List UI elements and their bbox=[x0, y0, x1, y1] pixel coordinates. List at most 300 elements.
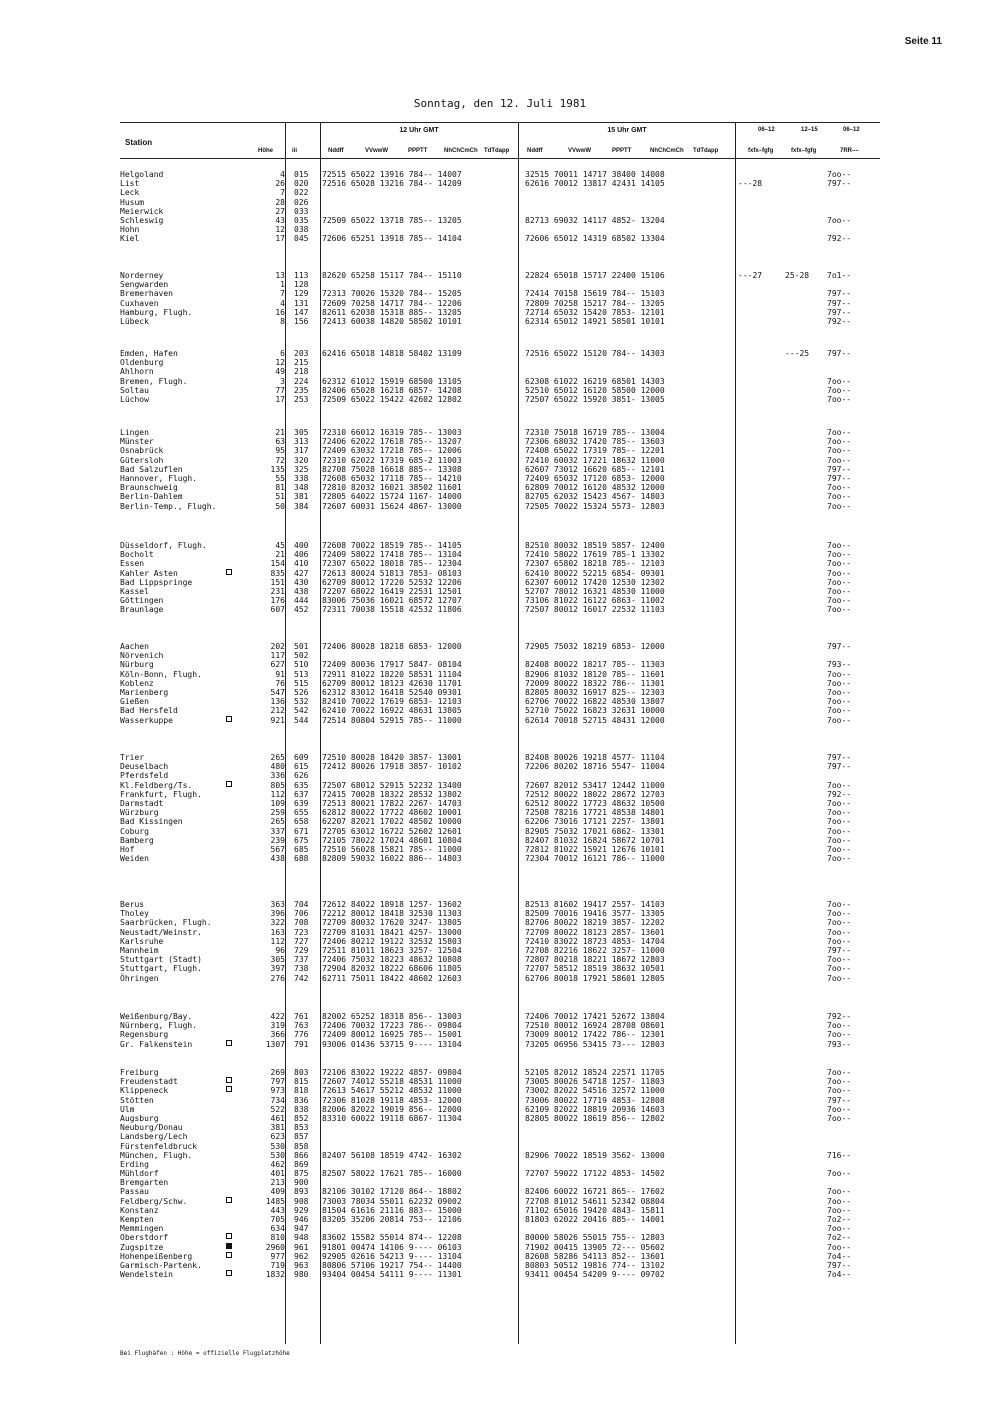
obs-12-groups: 82708 75028 16618 885-- 13308 bbox=[322, 464, 462, 474]
precip-06-12: 797-- bbox=[827, 473, 852, 483]
obs-12-groups: 72810 82032 16021 38502 11601 bbox=[322, 483, 462, 493]
station-altitude: 973 bbox=[270, 1086, 285, 1096]
station-name: Hohenpeißenberg bbox=[120, 1251, 193, 1261]
station-index: 515 bbox=[294, 678, 309, 688]
obs-15-groups: 22824 65018 15717 22400 15106 bbox=[525, 271, 665, 280]
obs-15-groups: 62206 73016 17121 2257- 13801 bbox=[525, 817, 665, 827]
station-altitude: 4 bbox=[280, 298, 285, 308]
obs-15-groups: 62614 70018 52715 48431 12000 bbox=[525, 715, 665, 725]
station-index: 947 bbox=[294, 1224, 309, 1234]
station-altitude: 547 bbox=[270, 687, 285, 697]
obs-15-groups: 72606 65012 14319 68502 13304 bbox=[525, 234, 665, 244]
table-row bbox=[120, 1114, 880, 1123]
station-name: Ulm bbox=[120, 1104, 135, 1114]
station-altitude: 17 bbox=[275, 394, 285, 404]
obs-12-groups: 72705 63012 16722 52602 12601 bbox=[322, 826, 462, 836]
obs-12-groups: 72608 65032 17118 785-- 14210 bbox=[322, 473, 462, 483]
precip-06-12: 7oo-- bbox=[827, 706, 852, 716]
tendency-06-12: ---27 bbox=[738, 271, 763, 280]
header-col: TdTdapp bbox=[484, 148, 510, 154]
table-row bbox=[120, 596, 880, 605]
table-row bbox=[120, 827, 880, 836]
station-index: 128 bbox=[294, 280, 309, 290]
precip-06-12: 7oo-- bbox=[827, 678, 852, 688]
precip-06-12: 7oo-- bbox=[827, 1104, 852, 1114]
obs-15-groups: 72414 70158 15619 784-- 15103 bbox=[525, 289, 665, 299]
precip-06-12: 7o2-- bbox=[827, 1233, 852, 1243]
obs-15-groups: 82713 69032 14117 4852- 13204 bbox=[525, 215, 665, 225]
precip-06-12: 7oo-- bbox=[827, 501, 852, 511]
station-altitude: 117 bbox=[270, 651, 285, 661]
station-altitude: 3 bbox=[280, 376, 285, 386]
station-name: Augsburg bbox=[120, 1113, 159, 1123]
precip-06-12: 7oo-- bbox=[827, 455, 852, 465]
obs-12-groups: 82620 65258 15117 784-- 15110 bbox=[322, 271, 462, 280]
obs-12-groups: 72306 81028 19118 4853- 12000 bbox=[322, 1095, 462, 1105]
obs-15-groups: 81803 62022 20416 885-- 14001 bbox=[525, 1215, 665, 1224]
obs-15-groups: 72408 65022 17319 785-- 12201 bbox=[525, 446, 665, 456]
station-altitude: 719 bbox=[270, 1260, 285, 1270]
obs-15-groups: 72310 75018 16719 785-- 13004 bbox=[525, 428, 665, 437]
obs-12-groups: 72510 56028 15821 785-- 11000 bbox=[322, 844, 462, 854]
station-name: Garmisch-Partenk. bbox=[120, 1260, 202, 1270]
station-index: 737 bbox=[294, 955, 309, 965]
station-name: Lübeck bbox=[120, 316, 149, 326]
station-altitude: 112 bbox=[270, 936, 285, 946]
precip-06-12: 7oo-- bbox=[827, 835, 852, 845]
table-row bbox=[120, 1160, 880, 1169]
station-index: 761 bbox=[294, 1012, 309, 1021]
station-name: Zugspitze bbox=[120, 1242, 164, 1252]
table-row bbox=[120, 753, 880, 762]
station-name: Weißenburg/Bay. bbox=[120, 1012, 193, 1021]
station-index: 400 bbox=[294, 541, 309, 550]
table-row bbox=[120, 386, 880, 395]
precip-06-12: 7oo-- bbox=[827, 936, 852, 946]
table-row bbox=[120, 964, 880, 973]
table-row bbox=[120, 836, 880, 845]
station-name: Würzburg bbox=[120, 808, 159, 818]
station-name: Oberstdorf bbox=[120, 1233, 169, 1243]
station-altitude: 51 bbox=[275, 492, 285, 502]
table-row bbox=[120, 289, 880, 298]
mountain-station-marker bbox=[226, 781, 232, 787]
precip-06-12: 7oo-- bbox=[827, 798, 852, 808]
obs-12-groups: 62410 70022 16922 48631 13805 bbox=[322, 706, 462, 716]
obs-12-groups: 93006 01436 53715 9---- 13104 bbox=[322, 1039, 462, 1049]
station-index: 224 bbox=[294, 376, 309, 386]
station-name: Mühldorf bbox=[120, 1169, 159, 1179]
station-index: 875 bbox=[294, 1169, 309, 1179]
header-col: TdTdapp bbox=[693, 148, 719, 154]
obs-12-groups: 72607 60031 15624 4867- 13000 bbox=[322, 501, 462, 511]
station-index: 836 bbox=[294, 1095, 309, 1105]
tendency-12-15: ---25 bbox=[785, 349, 810, 358]
station-altitude: 567 bbox=[270, 844, 285, 854]
obs-15-groups: 72206 80202 18716 5547- 11004 bbox=[525, 762, 665, 772]
table-header-rule bbox=[120, 158, 880, 159]
station-altitude: 397 bbox=[270, 964, 285, 974]
obs-12-groups: 72516 65028 13216 784-- 14209 bbox=[322, 179, 462, 189]
precip-06-12: 793-- bbox=[827, 1039, 852, 1049]
station-altitude: 305 bbox=[270, 955, 285, 965]
station-index: 929 bbox=[294, 1205, 309, 1215]
station-name: Öhringen bbox=[120, 973, 159, 983]
obs-15-groups: 82906 81032 18120 785-- 11601 bbox=[525, 669, 665, 679]
obs-15-groups: 82510 80032 18519 5857- 12400 bbox=[525, 541, 665, 550]
station-altitude: 96 bbox=[275, 945, 285, 955]
table-row bbox=[120, 367, 880, 376]
header-col: Nddff bbox=[328, 148, 344, 154]
obs-12-groups: 83602 15582 55014 874-- 12208 bbox=[322, 1233, 462, 1243]
station-altitude: 2960 bbox=[265, 1242, 285, 1252]
precip-06-12: 7oo-- bbox=[827, 1196, 852, 1206]
obs-12-groups: 83205 35206 20814 753-- 12106 bbox=[322, 1215, 462, 1224]
station-index: 015 bbox=[294, 170, 309, 179]
precip-06-12: 7oo-- bbox=[827, 446, 852, 456]
obs-12-groups: 62416 65018 14818 58402 13109 bbox=[322, 349, 462, 358]
obs-12-groups: 72613 54617 55212 48532 11000 bbox=[322, 1086, 462, 1096]
station-index: 501 bbox=[294, 642, 309, 651]
obs-15-groups: 82406 60022 16721 865-- 17602 bbox=[525, 1187, 665, 1197]
station-name: Trier bbox=[120, 753, 145, 762]
station-name: Schleswig bbox=[120, 215, 164, 225]
precip-06-12: 7oo-- bbox=[827, 428, 852, 437]
station-index: 655 bbox=[294, 808, 309, 818]
precip-06-12: 792-- bbox=[827, 316, 852, 326]
station-index: 147 bbox=[294, 307, 309, 317]
station-name: Leck bbox=[120, 188, 140, 198]
table-row bbox=[120, 1040, 880, 1049]
obs-12-groups: 82006 82022 19019 856-- 12000 bbox=[322, 1104, 462, 1114]
precip-06-12: 793-- bbox=[827, 660, 852, 670]
header-col: PPPTT bbox=[612, 148, 632, 154]
precip-06-12: 7o2-- bbox=[827, 1215, 852, 1224]
obs-12-groups: 72515 65022 13916 784-- 14007 bbox=[322, 170, 462, 179]
station-index: 235 bbox=[294, 385, 309, 395]
station-name: Kassel bbox=[120, 586, 149, 596]
station-index: 635 bbox=[294, 780, 309, 790]
station-name: Kiel bbox=[120, 234, 140, 244]
station-index: 203 bbox=[294, 349, 309, 358]
station-altitude: 797 bbox=[270, 1077, 285, 1087]
station-altitude: 265 bbox=[270, 817, 285, 827]
station-name: Hof bbox=[120, 844, 135, 854]
station-name: Erding bbox=[120, 1159, 149, 1169]
table-row bbox=[120, 605, 880, 614]
table-row bbox=[120, 1233, 880, 1242]
station-index: 609 bbox=[294, 753, 309, 762]
obs-15-groups: 62109 82022 18819 20936 14603 bbox=[525, 1104, 665, 1114]
obs-15-groups: 72708 81012 54611 52342 08804 bbox=[525, 1196, 665, 1206]
station-index: 452 bbox=[294, 605, 309, 615]
precip-06-12: 7oo-- bbox=[827, 1187, 852, 1197]
precip-06-12: 7oo-- bbox=[827, 1030, 852, 1040]
obs-15-groups: 82705 62032 15423 4567- 14803 bbox=[525, 492, 665, 502]
station-name: Nürnberg, Flugh. bbox=[120, 1021, 198, 1031]
obs-15-groups: 62706 70022 16822 48530 13807 bbox=[525, 697, 665, 707]
obs-12-groups: 83310 60022 19118 6867- 11304 bbox=[322, 1113, 462, 1123]
obs-15-groups: 82408 80026 19218 4577- 11104 bbox=[525, 753, 665, 762]
obs-15-groups: 82906 70022 18519 3562- 13000 bbox=[525, 1150, 665, 1160]
table-row bbox=[120, 660, 880, 669]
obs-15-groups: 72709 80022 18123 2857- 13601 bbox=[525, 927, 665, 937]
station-altitude: 921 bbox=[270, 715, 285, 725]
table-row bbox=[120, 1187, 880, 1196]
station-altitude: 438 bbox=[270, 854, 285, 864]
station-altitude: 72 bbox=[275, 455, 285, 465]
station-index: 430 bbox=[294, 577, 309, 587]
obs-12-groups: 72412 80026 17918 3857- 10102 bbox=[322, 762, 462, 772]
precip-06-12: 7oo-- bbox=[827, 577, 852, 587]
station-index: 723 bbox=[294, 927, 309, 937]
station-index: 542 bbox=[294, 706, 309, 716]
station-index: 317 bbox=[294, 446, 309, 456]
table-row bbox=[120, 1151, 880, 1160]
table-row bbox=[120, 679, 880, 688]
station-altitude: 8 bbox=[280, 316, 285, 326]
station-index: 438 bbox=[294, 586, 309, 596]
station-altitude: 7 bbox=[280, 188, 285, 198]
header-station: Station bbox=[125, 138, 153, 147]
station-index: 980 bbox=[294, 1270, 309, 1280]
station-name: Berlin-Dahlem bbox=[120, 492, 183, 502]
station-index: 129 bbox=[294, 289, 309, 299]
obs-12-groups: 72310 62022 17319 685-2 11003 bbox=[322, 455, 462, 465]
station-name: Kempten bbox=[120, 1215, 154, 1224]
obs-12-groups: 93404 00454 54111 9---- 11301 bbox=[322, 1270, 462, 1280]
station-index: 866 bbox=[294, 1150, 309, 1160]
table-row bbox=[120, 483, 880, 492]
table-row bbox=[120, 845, 880, 854]
obs-15-groups: 72410 83022 18723 4853- 14704 bbox=[525, 936, 665, 946]
obs-12-groups: 82611 62038 15318 885-- 13205 bbox=[322, 307, 462, 317]
table-row bbox=[120, 817, 880, 826]
station-altitude: 627 bbox=[270, 660, 285, 670]
station-altitude: 28 bbox=[275, 197, 285, 207]
obs-12-groups: 72310 66012 16319 785-- 13003 bbox=[322, 428, 462, 437]
header-index: iii bbox=[292, 148, 298, 154]
obs-12-groups: 82809 59032 16022 886-- 14803 bbox=[322, 854, 462, 864]
obs-15-groups: 82408 80022 18217 785-- 11303 bbox=[525, 660, 665, 670]
station-altitude: 17 bbox=[275, 234, 285, 244]
tendency-06-12: ---28 bbox=[738, 179, 763, 189]
station-altitude: 522 bbox=[270, 1104, 285, 1114]
station-altitude: 462 bbox=[270, 1159, 285, 1169]
mountain-station-marker bbox=[226, 1243, 232, 1249]
station-group bbox=[120, 271, 880, 326]
obs-12-groups: 72409 63032 17218 785-- 12006 bbox=[322, 446, 462, 456]
station-index: 685 bbox=[294, 844, 309, 854]
precip-06-12: 7oo-- bbox=[827, 483, 852, 493]
obs-15-groups: 73106 81022 16122 6863- 11002 bbox=[525, 596, 665, 606]
obs-15-groups: 52707 78012 16321 48530 11000 bbox=[525, 586, 665, 596]
station-altitude: 21 bbox=[275, 428, 285, 437]
station-index: 763 bbox=[294, 1021, 309, 1031]
precip-06-12: 7o4-- bbox=[827, 1251, 852, 1261]
obs-15-groups: 72306 68032 17420 785-- 13603 bbox=[525, 437, 665, 447]
precip-06-12: 797-- bbox=[827, 349, 852, 358]
table-row bbox=[120, 437, 880, 446]
table-row bbox=[120, 216, 880, 225]
station-name: Stötten bbox=[120, 1095, 154, 1105]
station-name: Meierwick bbox=[120, 206, 164, 216]
mountain-station-marker bbox=[226, 1252, 232, 1258]
station-altitude: 734 bbox=[270, 1095, 285, 1105]
station-name: Fürstenfeldbruck bbox=[120, 1141, 198, 1151]
table-row bbox=[120, 465, 880, 474]
station-altitude: 337 bbox=[270, 826, 285, 836]
table-row bbox=[120, 271, 880, 280]
station-altitude: 265 bbox=[270, 753, 285, 762]
table-row bbox=[120, 377, 880, 386]
station-group bbox=[120, 428, 880, 511]
table-row bbox=[120, 1096, 880, 1105]
station-name: Kl.Feldberg/Ts. bbox=[120, 780, 193, 790]
obs-12-groups: 72511 81011 18623 3257- 12504 bbox=[322, 945, 462, 955]
table-row bbox=[120, 716, 880, 725]
obs-12-groups: 80806 57106 19217 754-- 14400 bbox=[322, 1260, 462, 1270]
station-altitude: 49 bbox=[275, 367, 285, 377]
obs-15-groups: 72507 65022 15920 3851- 13005 bbox=[525, 394, 665, 404]
table-row bbox=[120, 188, 880, 197]
table-row bbox=[120, 928, 880, 937]
header-obs-15: 15 Uhr GMT bbox=[607, 127, 647, 134]
obs-15-groups: 72510 80012 16924 28708 08601 bbox=[525, 1021, 665, 1031]
precip-06-12: 7oo-- bbox=[827, 492, 852, 502]
precip-06-12: 7oo-- bbox=[827, 687, 852, 697]
mountain-station-marker bbox=[226, 1040, 232, 1046]
station-name: Norderney bbox=[120, 271, 164, 280]
table-row bbox=[120, 781, 880, 790]
precip-06-12: 716-- bbox=[827, 1150, 852, 1160]
obs-12-groups: 72609 70258 14717 784-- 12206 bbox=[322, 298, 462, 308]
precip-06-12: 7oo-- bbox=[827, 596, 852, 606]
station-altitude: 43 bbox=[275, 215, 285, 225]
header-col: NhChCmCh bbox=[650, 148, 684, 154]
obs-15-groups: 82805 80032 16917 825-- 12303 bbox=[525, 687, 665, 697]
table-row bbox=[120, 670, 880, 679]
station-index: 313 bbox=[294, 437, 309, 447]
station-altitude: 805 bbox=[270, 780, 285, 790]
station-altitude: 26 bbox=[275, 179, 285, 189]
obs-12-groups: 72509 65022 13718 785-- 13205 bbox=[322, 215, 462, 225]
obs-12-groups: 72406 70032 17223 786-- 09804 bbox=[322, 1021, 462, 1031]
station-index: 544 bbox=[294, 715, 309, 725]
station-name: Bocholt bbox=[120, 550, 154, 560]
precip-06-12: 797-- bbox=[827, 753, 852, 762]
obs-15-groups: 72516 65022 15120 784-- 14303 bbox=[525, 349, 665, 358]
precip-06-12: 7oo-- bbox=[827, 669, 852, 679]
header-obs-12: 12 Uhr GMT bbox=[399, 127, 439, 134]
station-altitude: 27 bbox=[275, 206, 285, 216]
precip-06-12: 7oo-- bbox=[827, 1242, 852, 1252]
station-index: 513 bbox=[294, 669, 309, 679]
table-row bbox=[120, 790, 880, 799]
station-name: Nörvenich bbox=[120, 651, 164, 661]
station-index: 502 bbox=[294, 651, 309, 661]
station-index: 639 bbox=[294, 798, 309, 808]
obs-15-groups: 80000 58026 55015 755-- 12803 bbox=[525, 1233, 665, 1243]
station-name: Köln-Bonn, Flugh. bbox=[120, 669, 202, 679]
station-altitude: 112 bbox=[270, 789, 285, 799]
obs-12-groups: 72406 62022 17618 785-- 13207 bbox=[322, 437, 462, 447]
station-index: 131 bbox=[294, 298, 309, 308]
precip-06-12: 7oo-- bbox=[827, 437, 852, 447]
precip-06-12: 7oo-- bbox=[827, 1077, 852, 1087]
precip-06-12: 797-- bbox=[827, 945, 852, 955]
obs-12-groups: 72606 65251 13918 785-- 14104 bbox=[322, 234, 462, 244]
station-name: Freudenstadt bbox=[120, 1077, 178, 1087]
table-row bbox=[120, 317, 880, 326]
precip-06-12: 797-- bbox=[827, 642, 852, 651]
station-index: 026 bbox=[294, 197, 309, 207]
station-altitude: 6 bbox=[280, 349, 285, 358]
table-row bbox=[120, 587, 880, 596]
station-index: 688 bbox=[294, 854, 309, 864]
station-name: Braunschweig bbox=[120, 483, 178, 493]
precip-06-12: 7oo-- bbox=[827, 1021, 852, 1031]
precip-06-12: 7oo-- bbox=[827, 1086, 852, 1096]
obs-15-groups: 62307 60012 17420 12530 12302 bbox=[525, 577, 665, 587]
table-row bbox=[120, 918, 880, 927]
station-name: Bremgarten bbox=[120, 1178, 169, 1188]
station-index: 410 bbox=[294, 559, 309, 569]
table-row bbox=[120, 937, 880, 946]
table-row bbox=[120, 1030, 880, 1039]
table-row bbox=[120, 1224, 880, 1233]
station-name: Wendelstein bbox=[120, 1270, 173, 1280]
station-name: Landsberg/Lech bbox=[120, 1132, 188, 1142]
obs-15-groups: 72009 80022 18322 786-- 11301 bbox=[525, 678, 665, 688]
station-altitude: 319 bbox=[270, 1021, 285, 1031]
precip-06-12: 7oo-- bbox=[827, 1113, 852, 1123]
precip-06-12: 797-- bbox=[827, 289, 852, 299]
precip-06-12: 7oo-- bbox=[827, 170, 852, 179]
footnote: Bei Flughäfen : Höhe = offizielle Flugplatzhöhe bbox=[120, 1350, 290, 1357]
station-altitude: 409 bbox=[270, 1187, 285, 1197]
station-name: Aachen bbox=[120, 642, 149, 651]
station-altitude: 91 bbox=[275, 669, 285, 679]
station-index: 020 bbox=[294, 179, 309, 189]
precip-06-12: 7oo-- bbox=[827, 715, 852, 725]
station-altitude: 12 bbox=[275, 225, 285, 235]
station-index: 320 bbox=[294, 455, 309, 465]
table-row bbox=[120, 428, 880, 437]
station-name: Bamberg bbox=[120, 835, 154, 845]
precip-06-12: 7oo-- bbox=[827, 955, 852, 965]
station-index: 615 bbox=[294, 762, 309, 772]
station-altitude: 1307 bbox=[265, 1039, 285, 1049]
station-altitude: 151 bbox=[270, 577, 285, 587]
header-col: VVwwW bbox=[568, 148, 592, 154]
obs-15-groups: 72812 81022 15921 12676 10101 bbox=[525, 844, 665, 854]
station-altitude: 835 bbox=[270, 568, 285, 578]
obs-12-groups: 91801 00474 14106 9---- 06103 bbox=[322, 1242, 462, 1252]
table-row bbox=[120, 234, 880, 243]
station-name: Neuburg/Donau bbox=[120, 1123, 183, 1133]
obs-15-groups: 73006 80022 17719 4853- 12808 bbox=[525, 1095, 665, 1105]
station-altitude: 213 bbox=[270, 1178, 285, 1188]
station-altitude: 705 bbox=[270, 1215, 285, 1224]
precip-06-12: 7oo-- bbox=[827, 568, 852, 578]
table-row bbox=[120, 1068, 880, 1077]
precip-06-12: 7oo-- bbox=[827, 909, 852, 919]
obs-15-groups: 73005 80026 54718 1257- 11803 bbox=[525, 1077, 665, 1087]
obs-15-groups: 52105 82012 18524 22571 11705 bbox=[525, 1068, 665, 1077]
obs-12-groups: 82407 56108 18519 4742- 16302 bbox=[322, 1150, 462, 1160]
table-row bbox=[120, 492, 880, 501]
